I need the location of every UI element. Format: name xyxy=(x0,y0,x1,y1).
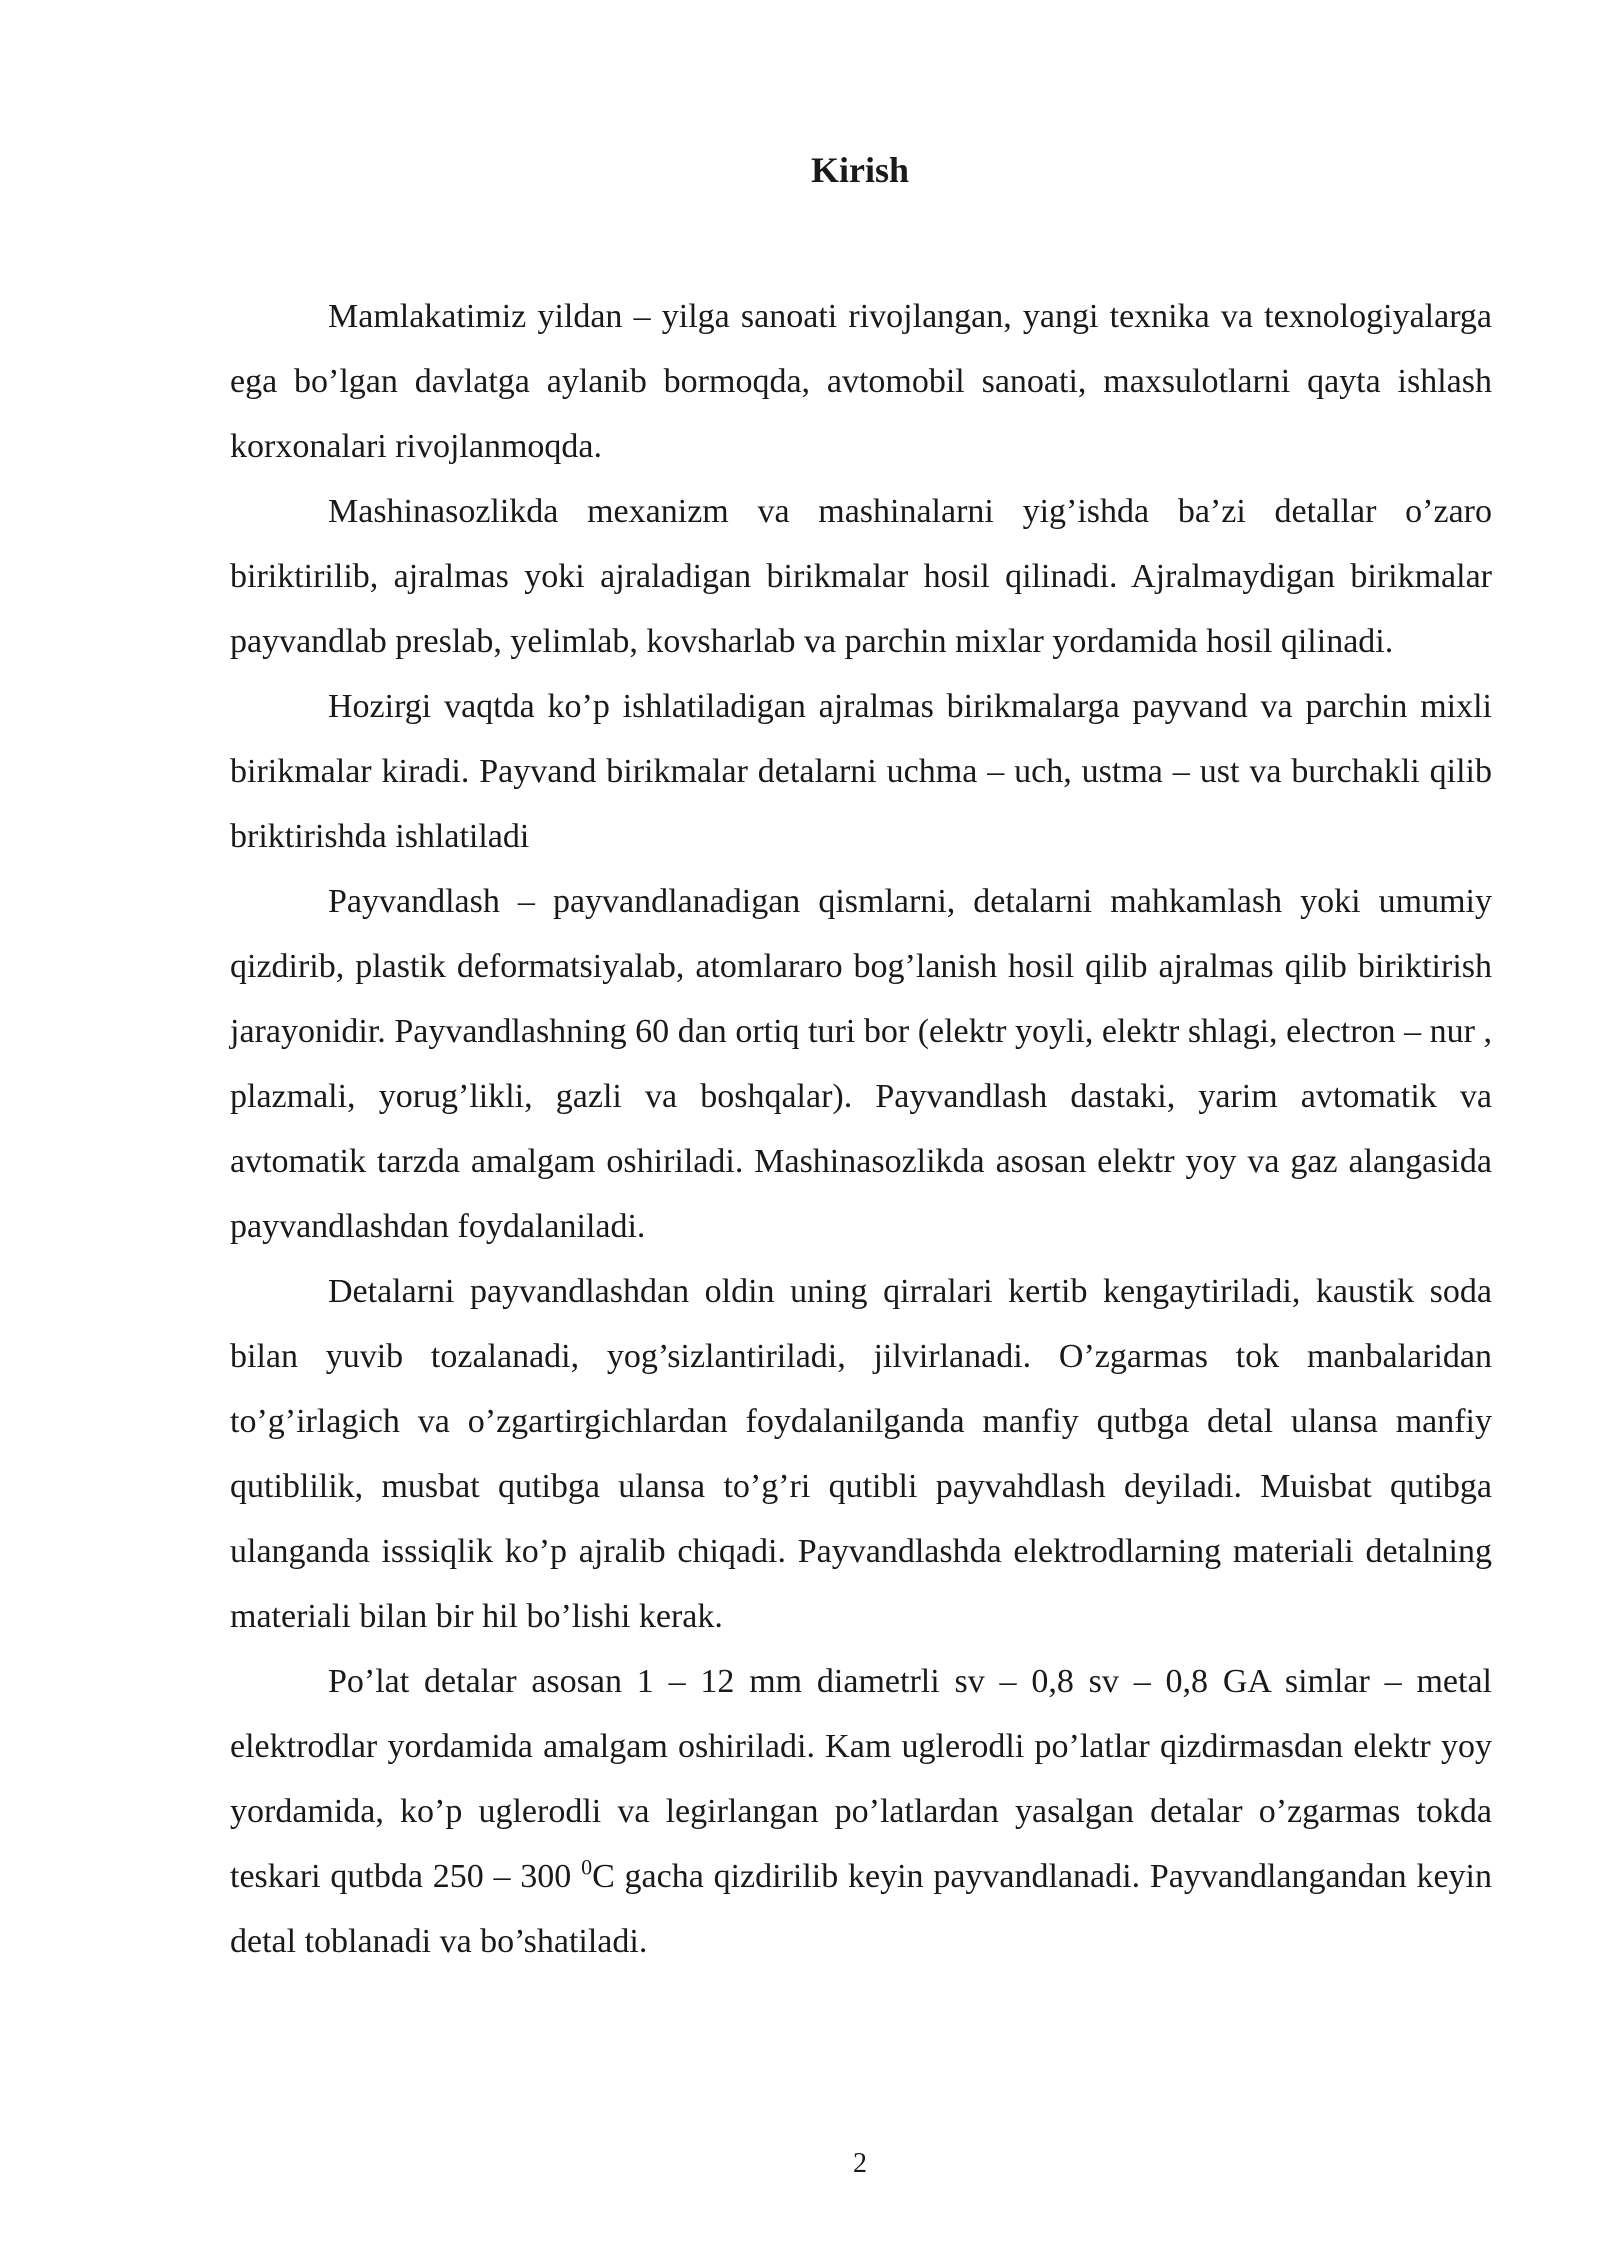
paragraph-preparation: Detalarni payvandlashdan oldin uning qirralari kertib kengaytiriladi, kaustik soda bilan yuvib tozalanadi, yog’sizlantiriladi, jilvirlanadi. O’zgarmas tok manbalaridan to’g’irlagich va o’zgartirgichlardan foydalanilganda manfiy qutbga detal ulansa manfiy qutiblilik, musbat qutibga ulansa to’g’ri qutibli payvahdlash deyiladi. Muisbat qutibga ulanganda isssiqlik ko’p ajralib chiqadi. Payvandlashda elektrodlarning materiali detalning materiali bilan bir hil bo’lishi kerak. xyxy=(230,1273,1492,1635)
page-number: 2 xyxy=(853,2148,867,2179)
paragraph-permanent-joints: Hozirgi vaqtda ko’p ishlatiladigan ajralmas birikmalarga payvand va parchin mixli birikmalar kiradi. Payvand birikmalar detalarni uchma – uch, ustma – ust va burchakli qilib briktirishda ishlatiladi xyxy=(230,688,1492,855)
degree-superscript: 0 xyxy=(581,1854,593,1880)
paragraph-joining: Mashinasozlikda mexanizm va mashinalarni yig’ishda ba’zi detallar o’zaro biriktirilib, ajralmas yoki ajraladigan birikmalar hosil qilinadi. Ajralmaydigan birikmalar payvandlab preslab, yelimlab, kovsharlab va parchin mixlar yordamida hosil qilinadi. xyxy=(230,493,1492,660)
paragraph-intro: Mamlakatimiz yildan – yilga sanoati rivojlangan, yangi texnika va texnologiyalarga ega bo’lgan davlatga aylanib bormoqda, avtomobil sanoati, maxsulotlarni qayta ishlash korxonalari rivojlanmoqda. xyxy=(230,298,1492,465)
document-body xyxy=(230,284,1492,1974)
steel-text-part-1: Po’lat detalar asosan 1 – 12 mm diametrli sv – 0,8 sv – 0,8 GA simlar – metal elektrodlar yordamida amalgam oshiriladi. Kam uglerodli po’latlar qizdirmasdan elektr yoy yordamida, ko’p uglerodli va legirlangan po’latlardan yasalgan detalar o’zgarmas tokda teskari qutbda 250 – 300 xyxy=(230,1663,1492,1895)
steel-text-part-2: C gacha qizdirilib keyin payvandlanadi. Payvandlangandan keyin detal toblanadi va bo’shatiladi. xyxy=(230,1858,1492,1960)
paragraph-steel-parts xyxy=(230,1649,1492,1974)
paragraph-welding-definition: Payvandlash – payvandlanadigan qismlarni, detalarni mahkamlash yoki umumiy qizdirib, plastik deformatsiyalab, atomlararo bog’lanish hosil qilib ajralmas qilib biriktirish jarayonidir. Payvandlashning 60 dan ortiq turi bor (elektr yoyli, elektr shlagi, electron – nur , plazmali, yorug’likli, gazli va boshqalar). Payvandlash dastaki, yarim avtomatik va avtomatik tarzda amalgam oshiriladi. Mashinasozlikda asosan elektr yoy va gaz alangasida payvandlashdan foydalaniladi. xyxy=(230,883,1492,1245)
page-title: Kirish xyxy=(810,150,909,190)
